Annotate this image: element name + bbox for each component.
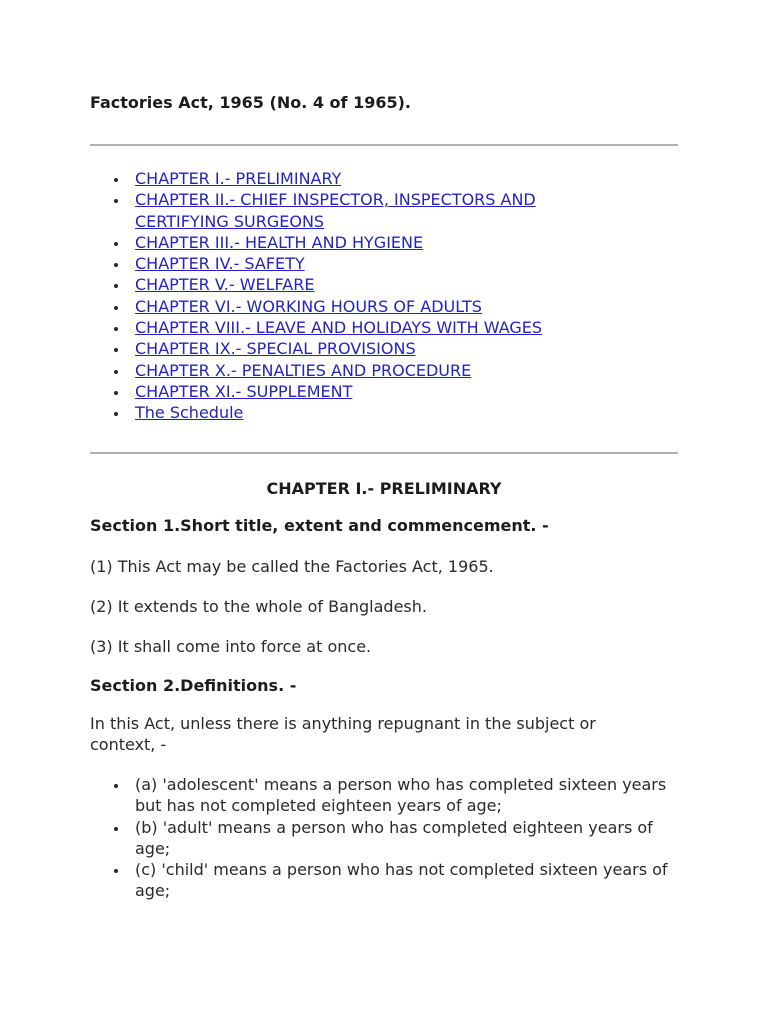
toc-item (110, 189, 630, 232)
toc-item (110, 317, 630, 338)
toc-item (110, 338, 630, 359)
toc-item (110, 360, 630, 381)
section-2-intro: In this Act, unless there is anything repugnant in the subject or context, - (90, 714, 596, 754)
toc-link-chapter-11[interactable]: CHAPTER XI.- SUPPLEMENT (135, 381, 353, 401)
toc-link-schedule[interactable]: The Schedule (135, 403, 244, 423)
definition-item: (c) 'child' means a person who has not completed sixteen years of age; (110, 859, 670, 902)
table-of-contents (110, 168, 630, 424)
definition-item: (a) 'adolescent' means a person who has completed sixteen years but has not completed eighteen years of age; (110, 774, 670, 817)
toc-link-chapter-2[interactable]: CHAPTER II.- CHIEF INSPECTOR, INSPECTORS AND CERTIFYING SURGEONS (135, 190, 536, 231)
toc-item (110, 274, 630, 295)
definitions-list (110, 774, 670, 902)
toc-link-chapter-9[interactable]: CHAPTER IX.- SPECIAL PROVISIONS (135, 339, 416, 359)
toc-link-chapter-3[interactable]: CHAPTER III.- HEALTH AND HYGIENE (135, 232, 424, 252)
toc-link-chapter-8[interactable]: CHAPTER VIII.- LEAVE AND HOLIDAYS WITH WAGES (135, 318, 543, 338)
section-2-heading: Section 2.Definitions. - (90, 676, 297, 695)
toc-link-chapter-6[interactable]: CHAPTER VI.- WORKING HOURS OF ADULTS (135, 296, 482, 316)
toc-item (110, 253, 630, 274)
section-1-paragraph: (1) This Act may be called the Factories Act, 1965. (90, 557, 494, 576)
toc-item (110, 381, 630, 402)
toc-link-chapter-1[interactable]: CHAPTER I.- PRELIMINARY (135, 169, 342, 188)
section-1-paragraph: (2) It extends to the whole of Bangladesh. (90, 597, 427, 616)
toc-item (110, 296, 630, 317)
toc-item (110, 232, 630, 253)
toc-link-chapter-4[interactable]: CHAPTER IV.- SAFETY (135, 254, 305, 274)
definition-item: (b) 'adult' means a person who has completed eighteen years of age; (110, 817, 670, 860)
toc-link-chapter-10[interactable]: CHAPTER X.- PENALTIES AND PROCEDURE (135, 360, 472, 380)
toc-item (110, 168, 630, 189)
divider-top (90, 144, 678, 146)
divider-bottom (90, 452, 678, 454)
section-1-paragraph: (3) It shall come into force at once. (90, 637, 372, 656)
toc-link-chapter-5[interactable]: CHAPTER V.- WELFARE (135, 275, 315, 295)
chapter-heading: CHAPTER I.- PRELIMINARY (266, 479, 502, 498)
page-title: Factories Act, 1965 (No. 4 of 1965). (90, 93, 411, 112)
section-1-heading: Section 1.Short title, extent and commencement. - (90, 516, 549, 535)
toc-item (110, 402, 630, 423)
